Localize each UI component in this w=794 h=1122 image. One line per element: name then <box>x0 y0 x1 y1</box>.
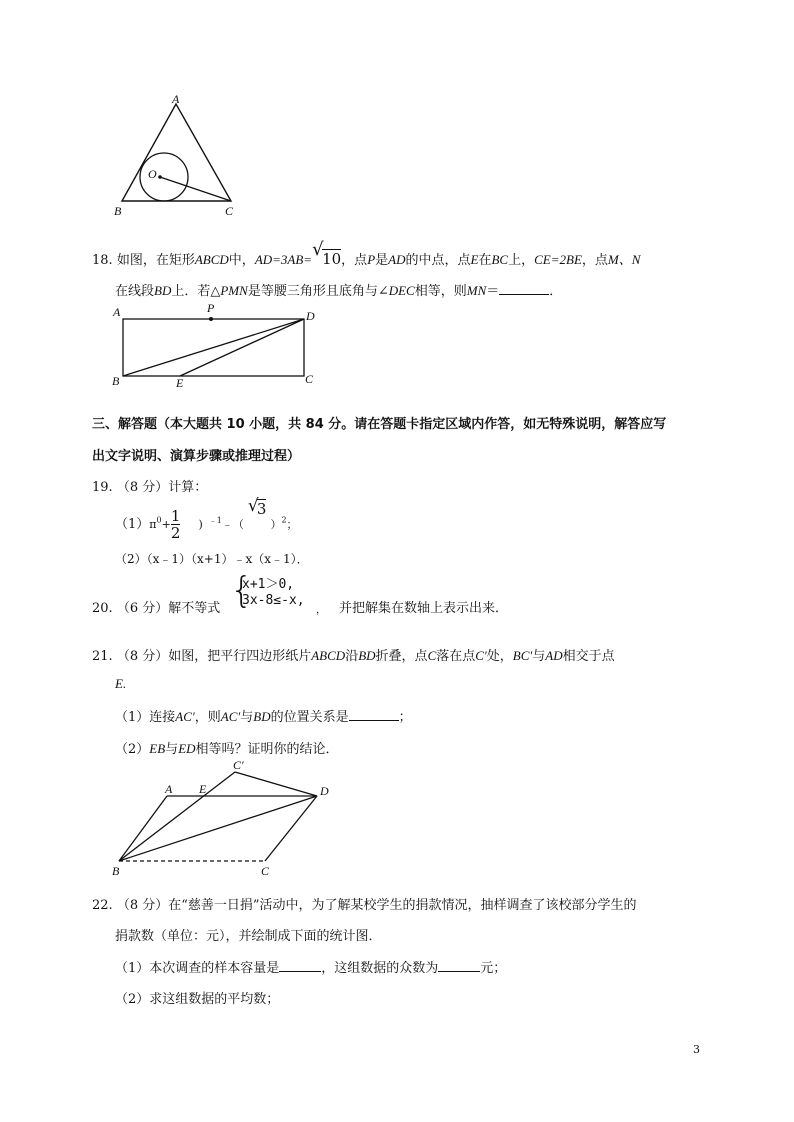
q18-line1: 18. 如图，在矩形ABCD中，AD=3AB= √ 10，点P是AD的中点，点E在BC上，CE=2BE，点M、N <box>92 239 641 268</box>
q22-sample-size-blank <box>279 958 321 972</box>
fig17-label-o: O <box>148 167 157 181</box>
q18-number: 18. <box>92 253 113 268</box>
q21-line1: 21. （8 分）如图，把平行四边形纸片ABCD沿BD折叠，点C落在点C′处，BC′与AD相交于点 <box>92 648 615 664</box>
q21-line2: E. <box>115 676 127 691</box>
figure-21-parallelogram <box>105 758 345 880</box>
fig21-label-e: E <box>199 782 207 796</box>
q21-part1: （1）连接AC′，则AC′与BD的位置关系是 ； <box>115 709 412 725</box>
q19-part2: （2）（x﹣1）（x+1）﹣x（x﹣1）． <box>115 552 309 566</box>
page-number: 3 <box>693 1043 700 1056</box>
q18-text: 如图，在矩形 <box>116 253 195 268</box>
q22-part2: （2）求这组数据的平均数； <box>115 992 280 1007</box>
fig18-label-b: B <box>112 374 120 388</box>
fig18-label-p: P <box>207 301 215 315</box>
fig21-label-d: D <box>320 784 329 798</box>
q22-line1: 22. （8 分）在“慈善一日捐”活动中，为了解某校学生的捐款情况，抽样调查了该校部分学生的 <box>92 898 637 913</box>
q19-heading: 19. （8 分）计算： <box>92 480 208 495</box>
fig21-label-cprime: C′ <box>233 758 244 772</box>
q22-line2: 捐款数（单位：元），并绘制成下面的统计图． <box>115 929 382 944</box>
q20-line: 20. （6 分）解不等式 <box>92 601 221 616</box>
q18-rect-abcd: ABCD <box>194 252 229 267</box>
q19-part1: $(1)\pi^0+$ $\frac{1}{2}$ ) $^{﹣1}$﹣（ √ 3）$^2$； <box>115 496 298 542</box>
q18-text: 中， <box>228 253 255 268</box>
section-3-heading-line1: 三、解答题（本大题共 10 小题，共 84 分。请在答题卡指定区域内作答，如无特殊说明，解答应写 <box>92 417 667 432</box>
fig18-label-d: D <box>306 309 315 323</box>
fig21-label-c: C <box>261 864 270 878</box>
fig21-label-b: B <box>112 864 120 878</box>
fig17-label-a: A <box>172 92 180 106</box>
q18-answer-blank <box>499 281 549 295</box>
q18-ad-eq: AD=3AB= <box>254 252 313 267</box>
q22-mode-blank <box>438 958 480 972</box>
fig18-label-c: C <box>305 372 314 386</box>
q21-part2: （2）EB与ED相等吗？证明你的结论． <box>115 741 339 757</box>
fig17-label-c: C <box>225 204 234 218</box>
figure-18-rectangle <box>108 300 323 390</box>
q20-tail: 并把解集在数轴上表示出来． <box>339 601 509 616</box>
figure-17-triangle <box>105 90 255 225</box>
fig21-label-a: A <box>165 782 173 796</box>
q22-part1: （1）本次调查的样本容量是 ，这组数据的众数为 元； <box>115 957 506 976</box>
fig18-label-e: E <box>176 376 184 390</box>
fig17-label-b: B <box>114 204 122 218</box>
q18-sqrt10: √ 10 <box>312 239 342 268</box>
q18-text: ，点 <box>341 253 368 268</box>
q18-line2: 在线段BD上．若△PMN是等腰三角形且底角与∠DEC相等，则MN＝ ． <box>115 283 563 299</box>
sqrt-3: √ 3 <box>247 496 267 518</box>
fraction-one-half: $\frac{1}{2}$ <box>170 507 181 542</box>
section-3-heading-line2: 出文字说明、演算步骤或推理过程） <box>92 449 301 464</box>
inequality-2: 3x-8≤-x, <box>242 593 305 608</box>
inequality-1: x+1＞0, <box>242 577 295 592</box>
fig18-label-a: A <box>113 305 121 319</box>
q21-answer-blank <box>349 707 399 721</box>
